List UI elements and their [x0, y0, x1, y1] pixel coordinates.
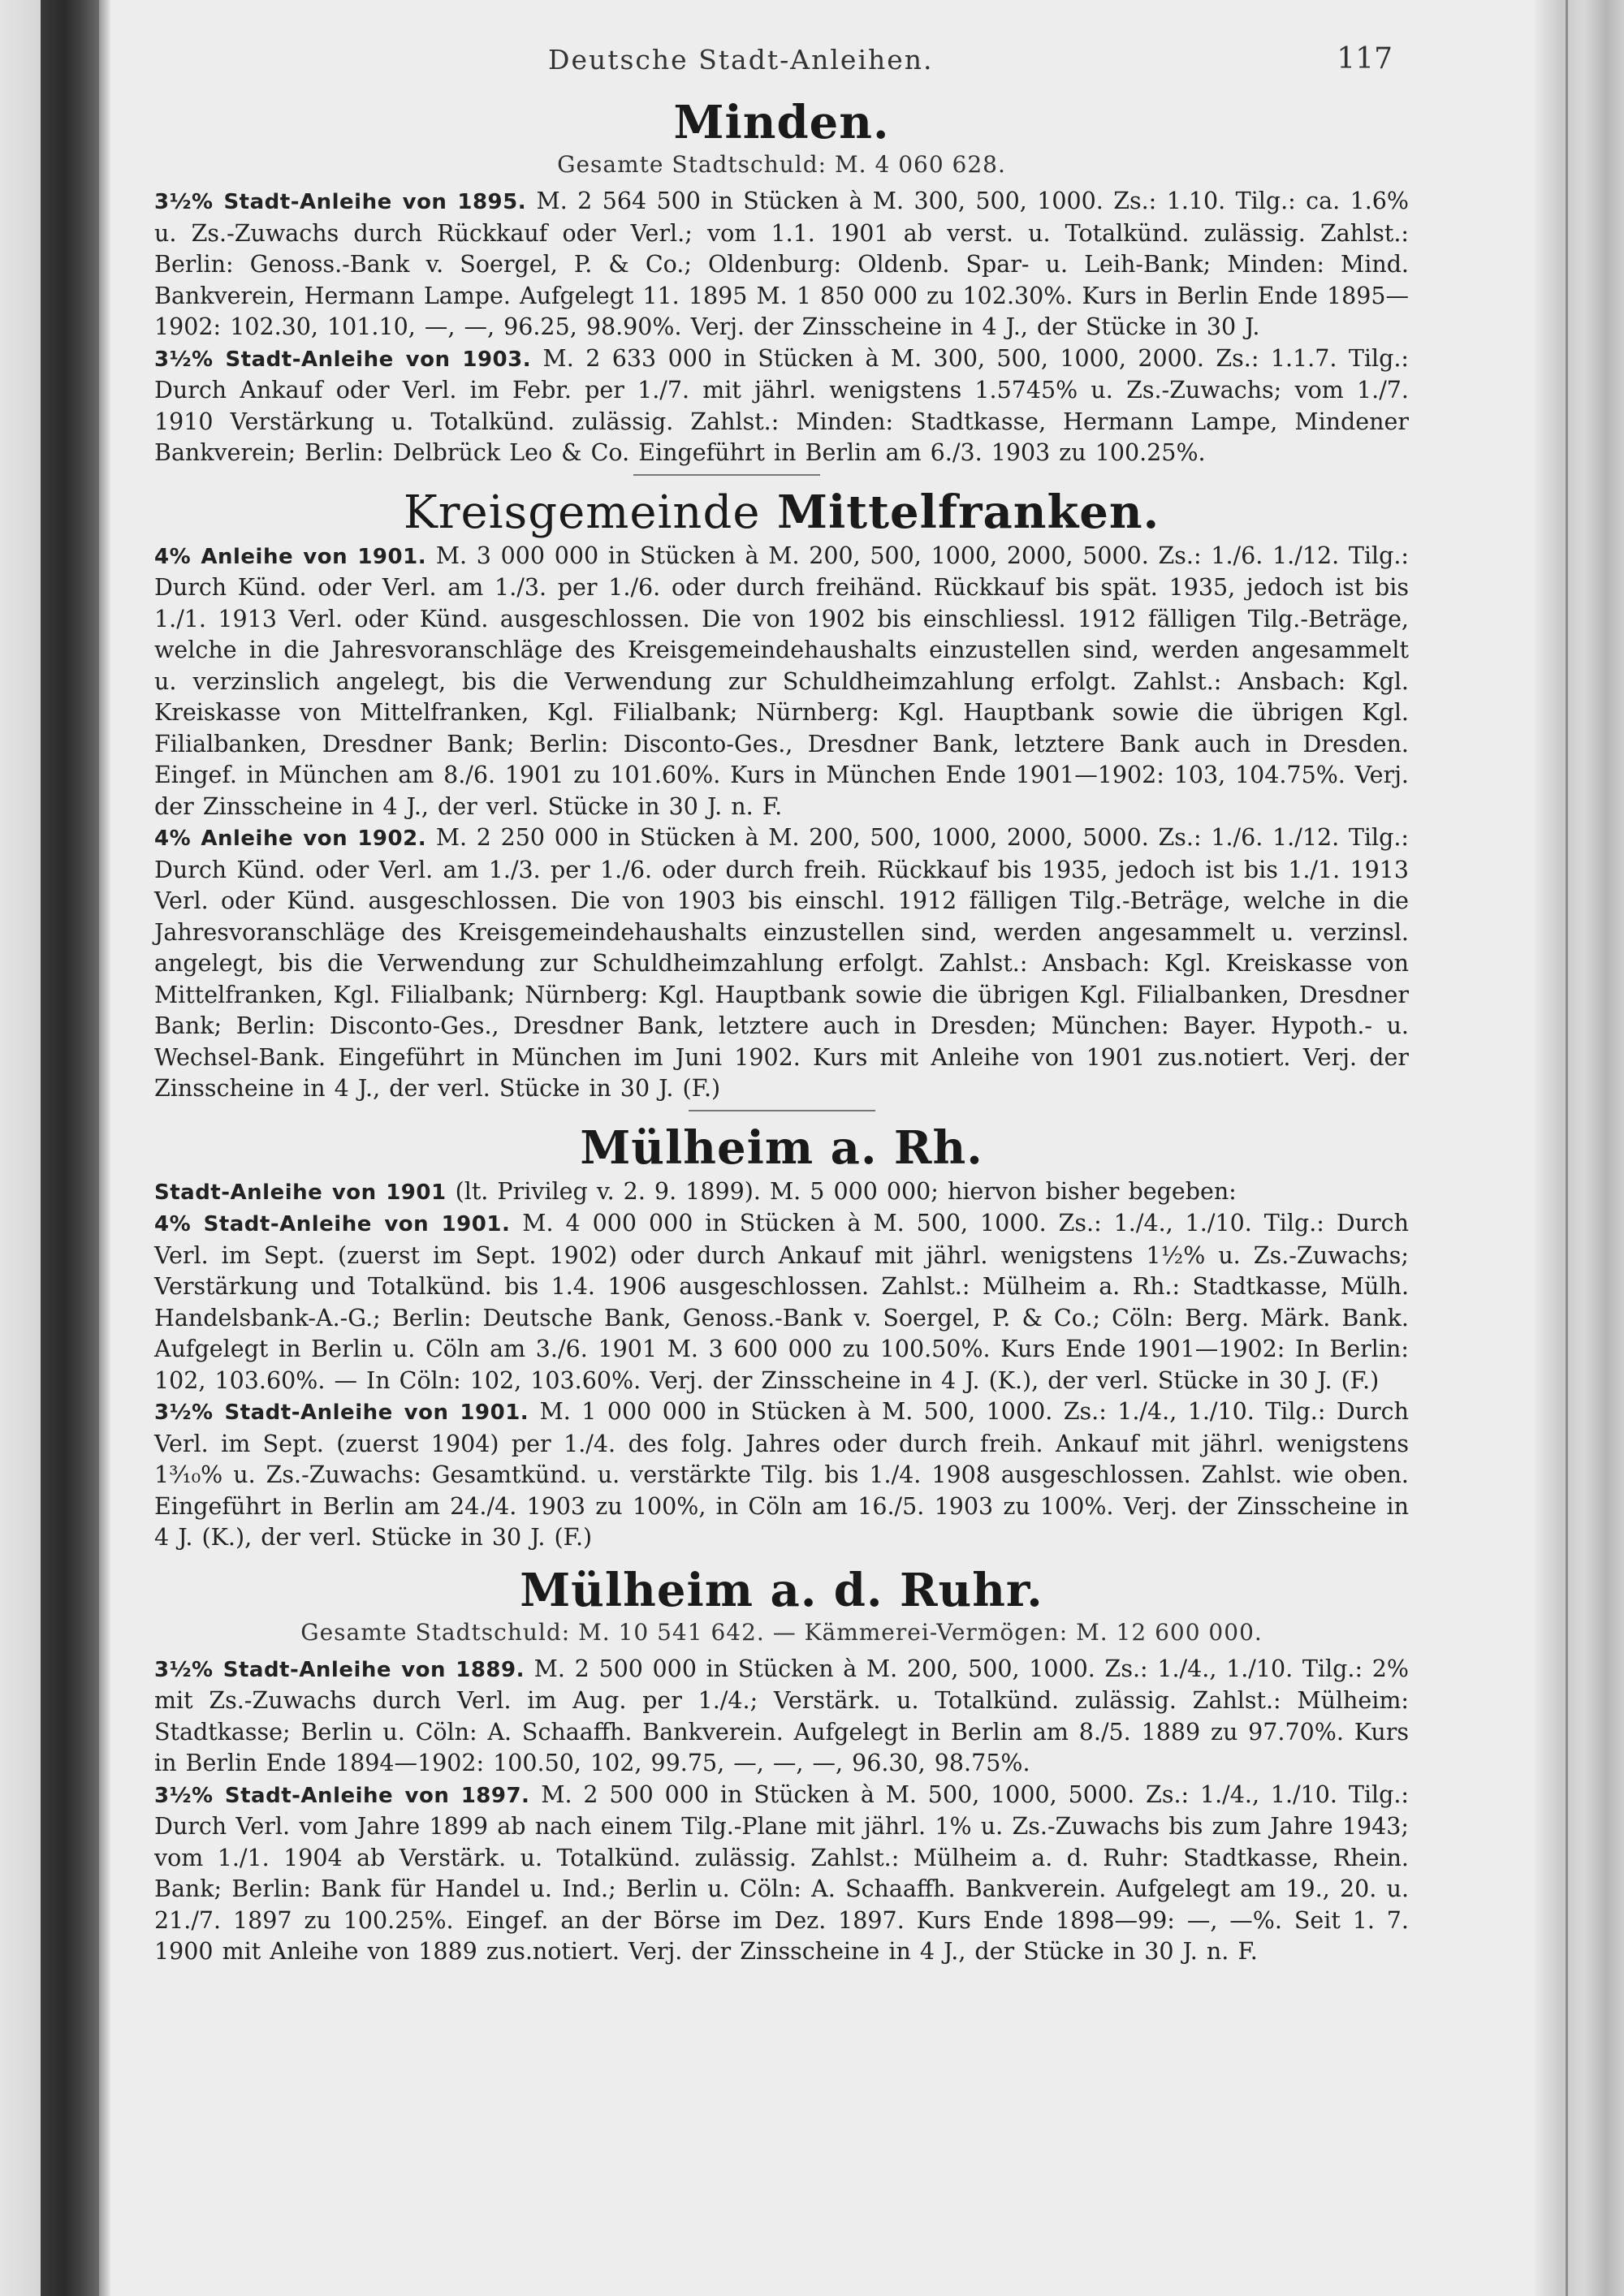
bond-text: M. 1 000 000 in Stücken à M. 500, 1000. Zs.: 1./4., 1./10. Tilg.: Durch Verl. im Sept. (zuerst 1904) per 1./4. des folg. Jahres oder durch freih. Ankauf mit jährl. wenigstens 1³⁄₁₀% u. Zs.-Zuwachs: Gesamtkünd. u. verstärkte Tilg. bis 1./4. 1908 ausgeschlossen. Zahlst. wie oben. Eingeführt in Berlin am 24./4. 1903 zu 100%, in Cöln am 16./5. 1903 zu 100%. Verj. der Zinsscheine in 4 J. (K.), der verl. Stücke in 30 J. (F.): [154, 1398, 1410, 1551]
bond-heading: 4% Stadt-Anleihe von 1901.: [154, 1212, 511, 1236]
section-muelheim-ruhr: [154, 1564, 1409, 1968]
section-heading: Mülheim a. Rh.: [580, 1120, 983, 1175]
bond-text: M. 2 564 500 in Stücken à M. 300, 500, 1000. Zs.: 1.10. Tilg.: ca. 1.6% u. Zs.-Zuwachs durch Rückkauf oder Verl.; vom 1.1. 1901 ab verst. u. Totalkünd. zulässig. Zahlst.: Berlin: Genoss.-Bank v. Soergel, P. & Co.; Oldenburg: Oldenb. Spar- u. Leih-Bank; Minden: Mind. Bankverein, Hermann Lampe. Aufgelegt 11. 1895 M. 1 850 000 zu 102.30%. Kurs in Berlin Ende 1895—1902: 102.30, 101.10, —, —, 96.25, 98.90%. Verj. der Zinsscheine in 4 J., der Stücke in 30 J.: [154, 188, 1410, 340]
section-heading: Mülheim a. d. Ruhr.: [520, 1563, 1043, 1617]
section-heading: [154, 486, 1409, 539]
bond-text: M. 2 633 000 in Stücken à M. 300, 500, 1000, 2000. Zs.: 1.1.7. Tilg.: Durch Ankauf oder Verl. im Febr. per 1./7. mit jährl. wenigstens 1.5745% u. Zs.-Zuwachs; vom 1./7. 1910 Verstärkung u. Totalkünd. zulässig. Zahlst.: Minden: Stadtkasse, Hermann Lampe, Mindener Bankverein; Berlin: Delbrück Leo & Co. Eingeführt in Berlin am 6./3. 1903 zu 100.25%.: [154, 344, 1409, 466]
bond-heading: 3½% Stadt-Anleihe von 1889.: [154, 1657, 525, 1682]
bond-entry: [154, 1396, 1409, 1554]
bond-text: (lt. Privileg v. 2. 9. 1899). M. 5 000 000; hiervon bisher begeben:: [455, 1177, 1237, 1205]
bond-heading: 3½% Stadt-Anleihe von 1903.: [154, 347, 532, 372]
bond-heading: 3½% Stadt-Anleihe von 1901.: [154, 1400, 529, 1425]
page-number: 117: [1337, 42, 1393, 76]
scan-right-edge: [1535, 0, 1624, 2296]
bond-text: M. 4 000 000 in Stücken à M. 500, 1000. Zs.: 1./4., 1./10. Tilg.: Durch Verl. im Sept. (zuerst im Sept. 1902) oder durch Ankauf mit jährl. wenigstens 1½% u. Zs.-Zuwachs; Verstärkung und Totalkünd. bis 1.4. 1906 ausgeschlossen. Zahlst.: Mülheim a. Rh.: Stadtkasse, Mülh. Handelsbank-A.-G.; Berlin: Deutsche Bank, Genoss.-Bank v. Soergel, P. & Co.; Cöln: Berg. Märk. Bank. Aufgelegt in Berlin u. Cöln am 3./6. 1901 M. 3 600 000 zu 100.50%. Kurs Ende 1901—1902: In Berlin: 102, 103.60%. — In Cöln: 102, 103.60%. Verj. der Zinsscheine in 4 J. (K.), der verl. Stücke in 30 J. (F.): [154, 1210, 1410, 1394]
bond-text: M. 2 500 000 in Stücken à M. 200, 500, 1000. Zs.: 1./4., 1./10. Tilg.: 2% mit Zs.-Zuwachs durch Verl. im Aug. per 1./4.; Verstärk. u. Totalkünd. zulässig. Zahlst.: Mülheim: Stadtkasse; Berlin u. Cöln: A. Schaaffh. Bankverein. Aufgelegt in Berlin am 8./5. 1889 zu 97.70%. Kurs in Berlin Ende 1894—1902: 100.50, 102, 99.75, —, —, —, 96.30, 98.75%.: [154, 1655, 1409, 1776]
bond-heading: 4% Anleihe von 1901.: [154, 544, 427, 569]
section-divider: [689, 1110, 875, 1111]
running-head: [154, 37, 1409, 86]
section-muelheim-rh: [154, 1121, 1409, 1554]
bond-text: M. 3 000 000 in Stücken à M. 200, 500, 1000, 2000, 5000. Zs.: 1./6. 1./12. Tilg.: Durch Künd. oder Verl. am 1./3. per 1./6. oder durch freihänd. Rückkauf bis spät. 1935, jedoch ist bis 1./1. 1913 Verl. oder Künd. ausgeschlossen. Die von 1902 bis einschliessl. 1912 fälligen Tilg.-Beträge, welche in die Jahresvoranschläge des Kreisgemeindehaushalts einzustellen sind, werden angesammelt u. verzinslich angelegt, bis die Verwendung zur Schuldheimzahlung erfolgt. Zahlst.: Ansbach: Kgl. Kreiskasse von Mittelfranken, Kgl. Filialbank; Nürnberg: Kgl. Hauptbank sowie die übrigen Kgl. Filialbanken, Dresdner Bank; Berlin: Disconto-Ges., Dresdner Bank, letztere Bank auch in Dresden. Eingef. in München am 8./6. 1901 zu 101.60%. Kurs in München Ende 1901—1902: 103, 104.75%. Verj. der Zinsscheine in 4 J., der verl. Stücke in 30 J. n. F.: [154, 542, 1410, 820]
bond-heading: Stadt-Anleihe von 1901: [154, 1180, 447, 1205]
section-heading: Minden.: [673, 96, 890, 149]
bond-entry: [154, 1780, 1409, 1968]
scan-left-margin: [0, 0, 41, 2296]
section-divider: [633, 474, 820, 476]
bond-heading: 3½% Stadt-Anleihe von 1895.: [154, 190, 527, 214]
bond-heading: 4% Anleihe von 1902.: [154, 826, 427, 851]
bond-entry: [154, 186, 1409, 343]
bond-entry: [154, 1176, 1409, 1209]
section-heading-prefix: Kreisgemeinde: [403, 486, 761, 539]
total-debt: Gesamte Stadtschuld: M. 10 541 642. — Kämmerei-Vermögen: M. 12 600 000.: [300, 1618, 1263, 1646]
bond-entry: [154, 822, 1409, 1105]
total-debt: Gesamte Stadtschuld: M. 4 060 628.: [557, 151, 1006, 178]
section-mittelfranken: [154, 486, 1409, 1111]
bond-entry: [154, 541, 1409, 823]
section-heading-name: Mittelfranken.: [776, 485, 1160, 539]
bond-text: M. 2 250 000 in Stücken à M. 200, 500, 1000, 2000, 5000. Zs.: 1./6. 1./12. Tilg.: Durch Künd. oder Verl. am 1./3. per 1./6. oder durch freih. Rückkauf bis 1935, jedoch ist bis 1./1. 1913 Verl. oder Künd. ausgeschlossen. Die von 1903 bis einschl. 1912 fälligen Tilg.-Beträge, welche in die Jahresvoranschläge des Kreisgemeindehaushalts einzustellen sind, werden angesammelt u. verzinsl. angelegt, bis die Verwendung zur Schuldheimzahlung erfolgt. Zahlst.: Ansbach: Kgl. Kreiskasse von Mittelfranken, Kgl. Filialbank; Nürnberg: Kgl. Hauptbank sowie die übrigen Kgl. Filialbanken, Dresdner Bank; Berlin: Disconto-Ges., Dresdner Bank, letztere auch in Dresden; München: Bayer. Hypoth.- u. Wechsel-Bank. Eingeführt in München im Juni 1902. Kurs mit Anleihe von 1901 zus.notiert. Verj. der Zinsscheine in 4 J., der verl. Stücke in 30 J. (F.): [154, 824, 1410, 1102]
bond-entry: [154, 1654, 1409, 1780]
running-head-title: Deutsche Stadt-Anleihen.: [548, 44, 934, 76]
section-minden: [154, 96, 1409, 476]
scan-binding-shadow: [41, 0, 99, 2296]
bond-heading: 3½% Stadt-Anleihe von 1897.: [154, 1783, 530, 1808]
bond-entry: [154, 343, 1409, 469]
document-page: [154, 37, 1409, 1968]
bond-text: M. 2 500 000 in Stücken à M. 500, 1000, 5000. Zs.: 1./4., 1./10. Tilg.: Durch Verl. vom Jahre 1899 ab nach einem Tilg.-Plane mit jährl. 1% u. Zs.-Zuwachs bis zum Jahre 1943; vom 1./1. 1904 ab Verstärk. u. Totalkünd. zulässig. Zahlst.: Mülheim a. d. Ruhr: Stadtkasse, Rhein. Bank; Berlin: Bank für Handel u. Ind.; Berlin u. Cöln: A. Schaaffh. Bankverein. Aufgelegt am 19., 20. u. 21./7. 1897 zu 100.25%. Eingef. an der Börse im Dez. 1897. Kurs Ende 1898—99: —, —%. Seit 1. 7. 1900 mit Anleihe von 1889 zus.notiert. Verj. der Zinsscheine in 4 J., der Stücke in 30 J. n. F.: [154, 1780, 1409, 1965]
bond-entry: [154, 1208, 1409, 1396]
